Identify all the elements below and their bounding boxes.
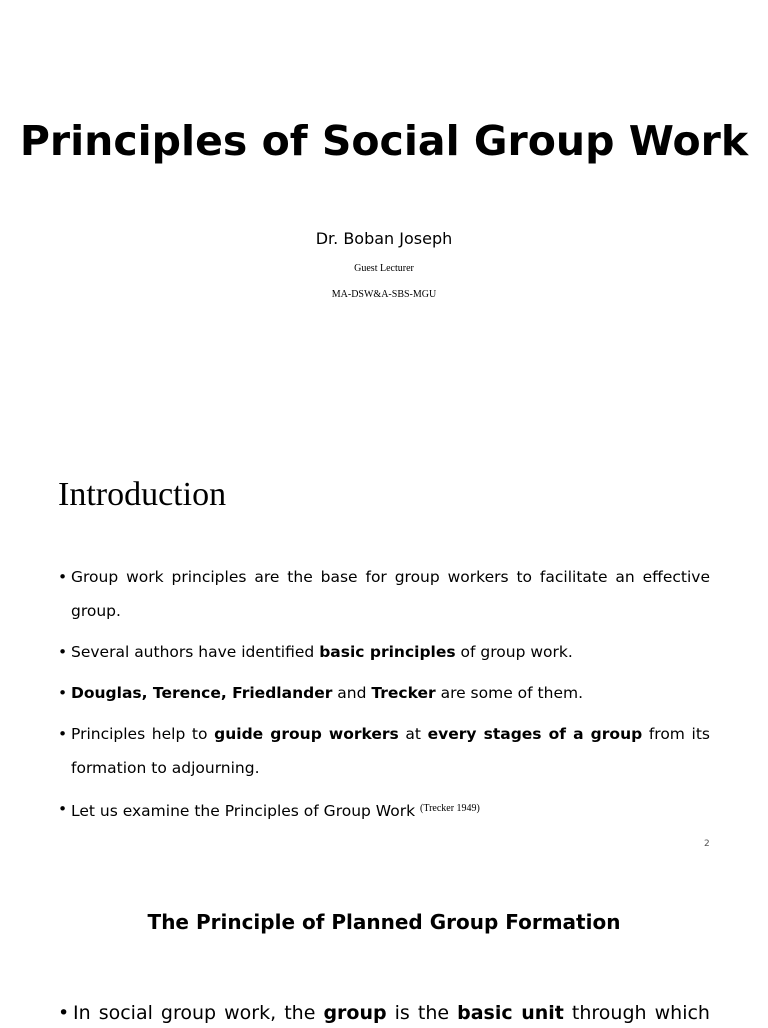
bullet-item <box>58 635 710 669</box>
text-run: Several authors have identified <box>71 643 320 661</box>
text-run: through which <box>563 1002 710 1024</box>
bold-text: basic unit <box>457 1002 564 1024</box>
text-run: at <box>398 725 428 743</box>
text-run: Principles help to <box>71 725 215 743</box>
citation: (Trecker 1949) <box>419 803 480 814</box>
text-run: are some of them. <box>435 684 584 702</box>
text-run: of group work. <box>455 643 573 661</box>
bold-text: Douglas, Terence, Friedlander <box>71 684 333 702</box>
section-title: The Principle of Planned Group Formation <box>147 910 621 934</box>
text-run: is the <box>386 1002 458 1024</box>
author-role: Guest Lecturer <box>354 263 414 274</box>
bold-text: basic principles <box>319 643 456 661</box>
bullet-item <box>58 676 710 710</box>
bullet-item <box>58 792 710 828</box>
slide-title: Principles of Social Group Work <box>19 117 749 165</box>
page-number: 2 <box>704 839 710 849</box>
author-name: Dr. Boban Joseph <box>315 229 453 248</box>
bullet-item <box>58 560 710 628</box>
introduction-bullet-list <box>58 560 710 835</box>
introduction-heading: Introduction <box>58 476 227 513</box>
bullet-item <box>58 717 710 785</box>
author-department: MA-DSW&A-SBS-MGU <box>331 289 437 300</box>
bold-text: every stages of a group <box>427 725 643 743</box>
text-run: Let us examine the Principles of Group Work <box>71 802 420 820</box>
text-run: and <box>332 684 372 702</box>
bold-text: Trecker <box>371 684 436 702</box>
text-run: Group work principles are the base for group workers to facilitate an effective group. <box>71 568 710 620</box>
bold-text: group <box>323 1002 387 1024</box>
text-run: In social group work, the <box>73 1002 324 1024</box>
title-slide <box>0 0 768 440</box>
bold-text: guide group workers <box>214 725 399 743</box>
text-run: from its formation to adjourning. <box>71 725 710 777</box>
